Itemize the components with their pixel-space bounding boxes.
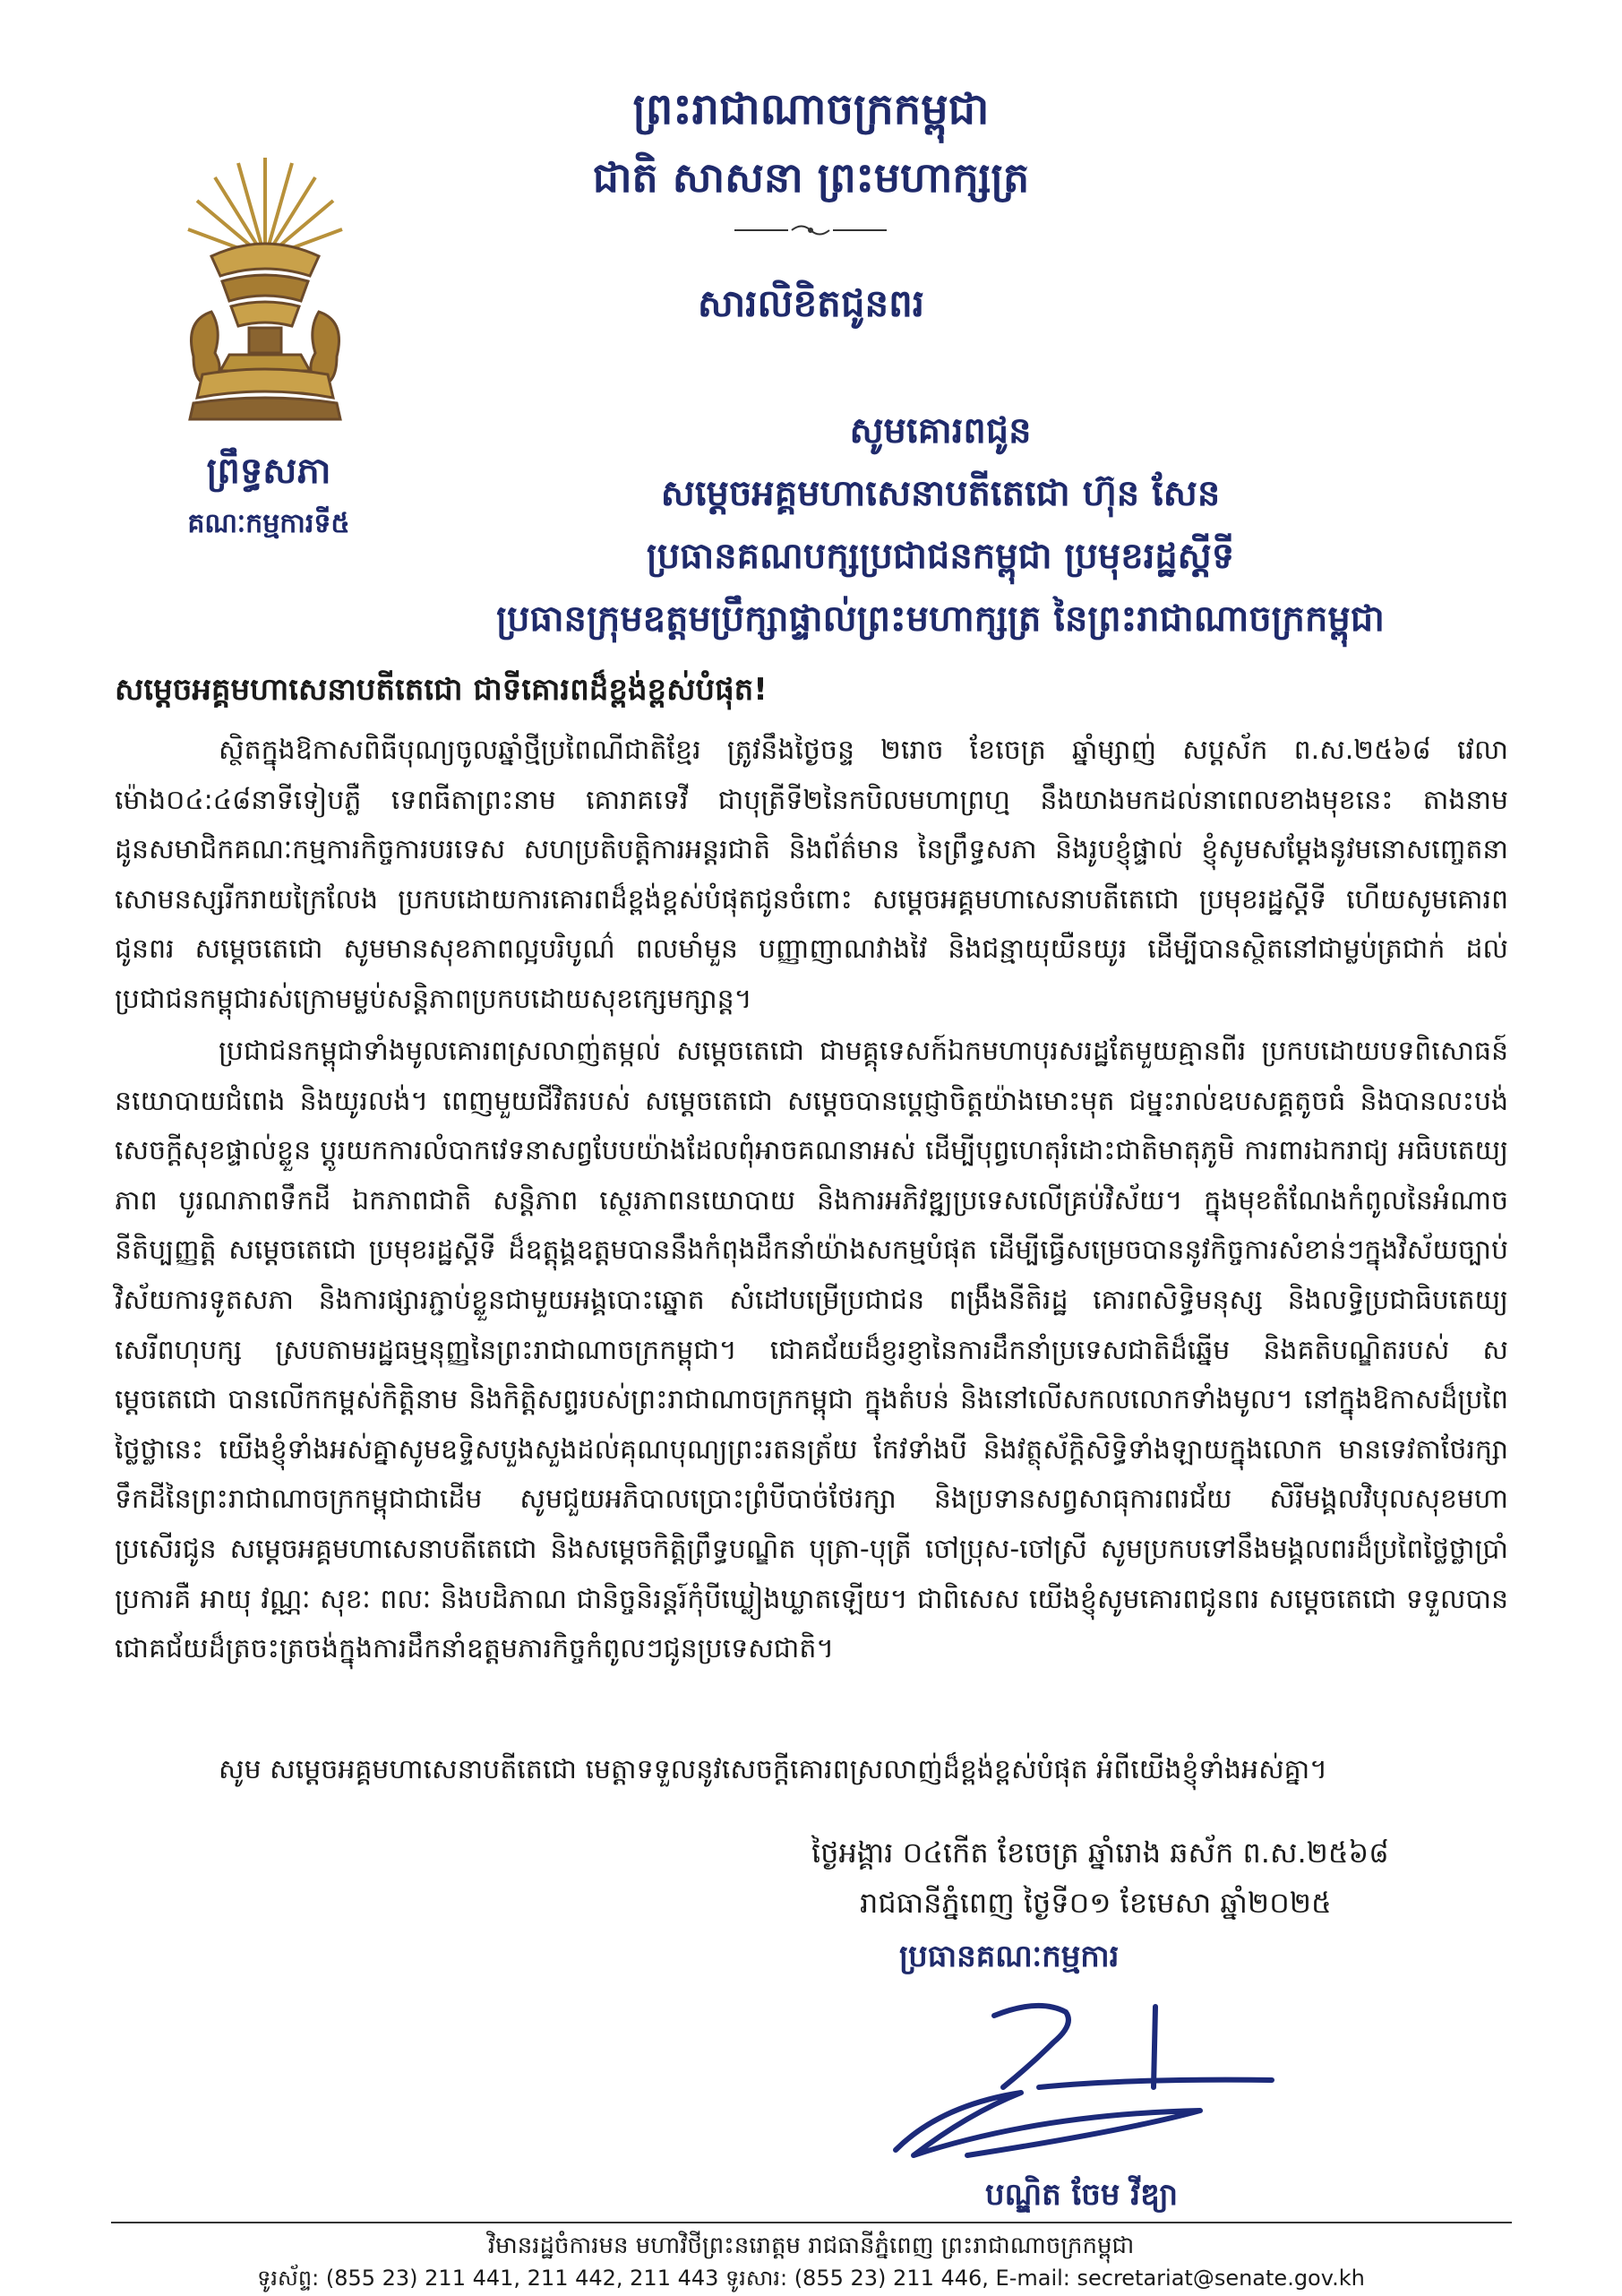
body-paragraph-3: សូម សម្តេចអគ្គមហាសេនាបតីតេជោ មេត្តាទទួលនូវសេចក្តីគោរពស្រលាញ់ដ៏ខ្ពង់ខ្ពស់បំផុត អំពីយើងខ្ញុំទាំងអស់គ្នា។	[219, 1754, 1327, 1785]
sender-commission: គណៈកម្មការទី៥	[187, 508, 350, 539]
recipient-intro: សូមគោរពជូន	[849, 410, 1032, 451]
footer-divider	[111, 2222, 1512, 2223]
sender-block	[134, 448, 403, 546]
ornament-divider-icon	[734, 220, 887, 240]
signer-title: ប្រធានគណៈកម្មការ	[899, 1939, 1120, 1974]
recipient-title-2: ប្រធានក្រុមឧត្តមប្រឹក្សាផ្ទាល់ព្រះមហាក្សត្រ នៃព្រះរាជាណាចក្រកម្ពុជា	[496, 598, 1385, 640]
national-motto: ជាតិ សាសនា ព្រះមហាក្សត្រ	[592, 153, 1030, 202]
recipient-title-1: ប្រធានគណបក្សប្រជាជនកម្ពុជា ប្រមុខរដ្ឋស្តីទី	[646, 536, 1235, 577]
solar-date: រាជធានីភ្នំពេញ ថ្ងៃទី០១ ខែមេសា ឆ្នាំ២០២៥	[860, 1886, 1332, 1920]
footer-contact: ទូរស័ព្ទ: (855 23) 211 441, 211 442, 211 443 ទូរសារ: (855 23) 211 446, E-mail: secretariat@senate.gov.kh	[257, 2266, 1365, 2291]
kingdom-heading: ព្រះរាជាណាចក្រកម្ពុជា	[632, 84, 990, 134]
recipient-name: សម្តេចអគ្គមហាសេនាបតីតេជោ ហ៊ុន សែន	[660, 473, 1221, 514]
body-paragraph-2: ប្រជាជនកម្ពុជាទាំងមូលគោរពស្រលាញ់តម្កល់ សម្តេចតេជោ ជាមគ្គុទេសក៍ឯកមហាបុរសរដ្ឋតែមួយគ្មានពីរ ប្រកបដោយបទពិសោធន៍នយោបាយជំពេង និងយូរលង់។ ពេញមួយជីវិតរបស់ សម្តេចតេជោ សម្តេចបានប្តេជ្ញាចិត្តយ៉ាងមោះមុត ជម្នះរាល់ឧបសគ្គតូចធំ និងបានលះបង់សេចក្តីសុខផ្ទាល់ខ្លួន ប្តូរយកការលំបាកវេទនាសព្វបែបយ៉ាងដែលពុំអាចគណនាអស់ ដើម្បីបុព្វហេតុរំដោះជាតិមាតុភូមិ ការពារឯករាជ្យ អធិបតេយ្យភាព បូរណភាពទឹកដី ឯកភាពជាតិ សន្តិភាព ស្ថេរភាពនយោបាយ និងការអភិវឌ្ឍប្រទេសលើគ្រប់វិស័យ។ ក្នុងមុខតំណែងកំពូលនៃអំណាចនីតិប្បញ្ញត្តិ សម្តេចតេជោ ប្រមុខរដ្ឋស្តីទី ដ៏ឧត្តុង្គឧត្តមបាននឹងកំពុងដឹកនាំយ៉ាងសកម្មបំផុត ដើម្បីធ្វើសម្រេចបាននូវកិច្ចការសំខាន់ៗក្នុងវិស័យច្បាប់ វិស័យការទូតសភា និងការផ្សារភ្ជាប់ខ្លួនជាមួយអង្គបោះឆ្នោត សំដៅបម្រើប្រជាជន ពង្រឹងនីតិរដ្ឋ គោរពសិទ្ធិមនុស្ស និងលទ្ធិប្រជាធិបតេយ្យសេរីពហុបក្ស ស្របតាមរដ្ឋធម្មនុញ្ញនៃព្រះរាជាណាចក្រកម្ពុជា។ ជោគជ័យដ៏ខ្ញរខ្ញានៃការដឹកនាំប្រទេសជាតិដ៏ឆ្នើម និងគតិបណ្ឌិតរបស់ សម្តេចតេជោ បានលើកកម្ពស់កិត្តិនាម និងកិត្តិសព្ទរបស់ព្រះរាជាណាចក្រកម្ពុជា ក្នុងតំបន់ និងនៅលើសកលលោកទាំងមូល។ នៅក្នុងឱកាសដ៏ប្រពៃថ្លៃថ្លានេះ យើងខ្ញុំទាំងអស់គ្នាសូមឧទ្ទិសបួងសួងដល់គុណបុណ្យព្រះរតនត្រ័យ កែវទាំងបី និងវត្ថុស័ក្តិសិទ្ធិទាំងឡាយក្នុងលោក មានទេវតាថែរក្សាទឹកដីនៃព្រះរាជាណាចក្រកម្ពុជាជាដើម សូមជួយអភិបាលប្រោះព្រំបីបាច់ថែរក្សា និងប្រទានសព្វសាធុការពរជ័យ សិរីមង្គលវិបុលសុខមហាប្រសើរជូន សម្តេចអគ្គមហាសេនាបតីតេជោ និងសម្តេចកិត្តិព្រឹទ្ធបណ្ឌិត បុត្រា-បុត្រី ចៅប្រុស-ចៅស្រី សូមប្រកបទៅនឹងមង្គលពរដ៏ប្រពៃថ្លៃថ្លាប្រាំប្រការគឺ អាយុ វណ្ណៈ សុខៈ ពលៈ និងបដិភាណ ជានិច្ចនិរន្តរ៍កុំបីឃ្លៀងឃ្លាតឡើយ។ ជាពិសេស យើងខ្ញុំសូមគោរពជូនពរ សម្តេចតេជោ ទទួលបានជោគជ័យដ៏ត្រចះត្រចង់ក្នុងការដឹកនាំឧត្តមភារកិច្ចកំពូលៗជូនប្រទេសជាតិ។	[115, 1036, 1508, 1665]
document-title: សារលិខិតជូនពរ	[697, 281, 925, 325]
lunar-date: ថ្ងៃអង្គារ ០៤កើត ខែចេត្រ ឆ្នាំរោង ឆស័ក ព.ស.២៥៦៨	[811, 1836, 1389, 1870]
handwritten-signature-icon	[860, 1980, 1326, 2168]
salutation: សម្តេចអគ្គមហាសេនាបតីតេជោ ជាទីគោរពដ៏ខ្ពង់ខ្ពស់បំផុត!	[115, 672, 768, 708]
sender-institution: ព្រឹទ្ធសភា	[206, 451, 331, 492]
footer-address: វិមានរដ្ឋចំការមន មហាវិថីព្រះនរោត្តម រាជធានីភ្នំពេញ ព្រះរាជាណាចក្រកម្ពុជា	[487, 2232, 1135, 2259]
body-paragraph-1: ស្ថិតក្នុងឱកាសពិធីបុណ្យចូលឆ្នាំថ្មីប្រពៃណីជាតិខ្មែរ ត្រូវនឹងថ្ងៃចន្ទ ២រោច ខែចេត្រ ឆ្នាំម្សាញ់ សប្តស័ក ព.ស.២៥៦៨ វេលាម៉ោង០៤:៤៨នាទីទៀបភ្លឺ ទេពធីតាព្រះនាម គោរាគទេវី ជាបុត្រីទី២នៃកបិលមហាព្រហ្ម នឹងយាងមកដល់នាពេលខាងមុខនេះ តាងនាមដូនសមាជិកគណៈកម្មការកិច្ចការបរទេស សហប្រតិបត្តិការអន្តរជាតិ និងព័ត៌មាន នៃព្រឹទ្ធសភា និងរូបខ្ញុំផ្ទាល់ ខ្ញុំសូមសម្តែងនូវមនោសញ្ចេតនាសោមនស្សរីករាយក្រៃលែង ប្រកបដោយការគោរពដ៏ខ្ពង់ខ្ពស់បំផុតជូនចំពោះ សម្តេចអគ្គមហាសេនាបតីតេជោ ប្រមុខរដ្ឋស្តីទី ហើយសូមគោរពជូនពរ សម្តេចតេជោ សូមមានសុខភាពល្អបរិបូណ៌ ពលមាំមួន បញ្ញាញាណវាងវៃ និងជន្មាយុយឺនយូរ ដើម្បីបានស្ថិតនៅជាម្លប់ត្រជាក់ ដល់ប្រជាជនកម្ពុជារស់ក្រោមម្លប់សន្តិភាពប្រកបដោយសុខក្សេមក្សាន្ត។	[115, 735, 1508, 1015]
signer-name: បណ្ឌិត ចែម វីឌ្យា	[985, 2177, 1179, 2213]
